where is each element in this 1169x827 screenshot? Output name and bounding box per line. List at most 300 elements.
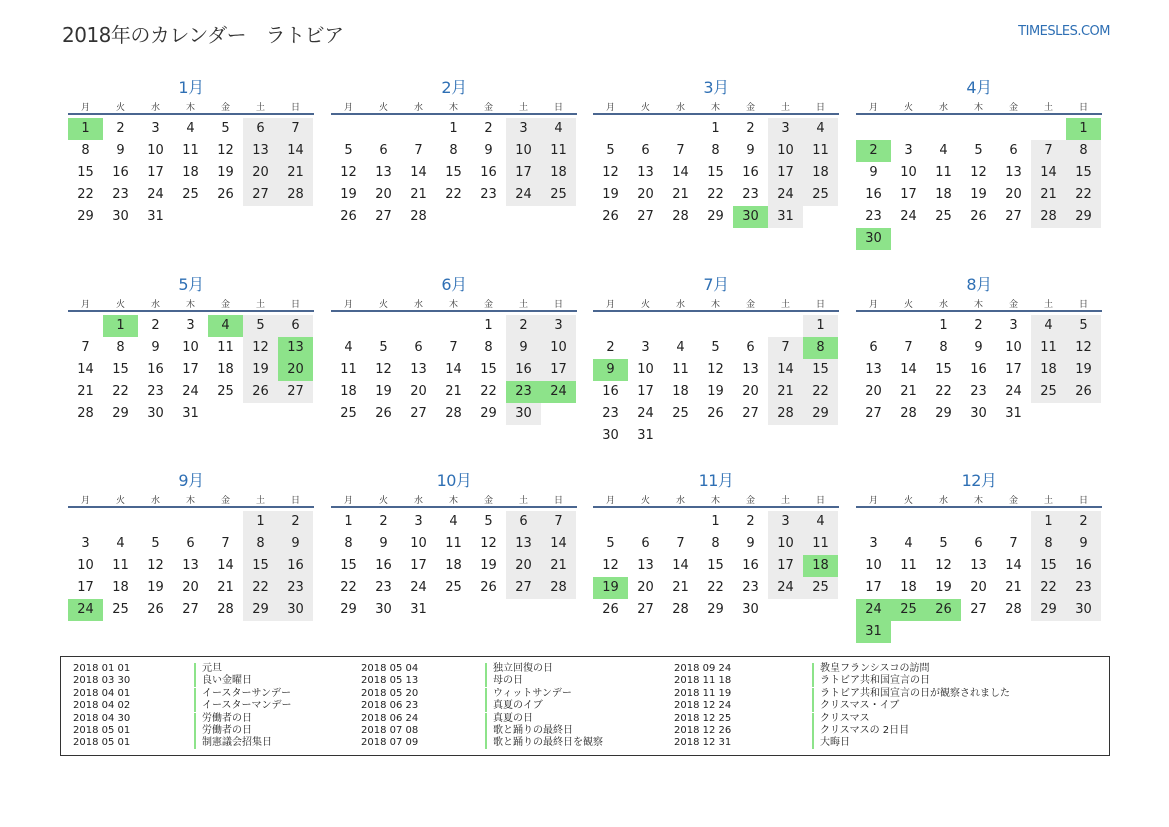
day-cell[interactable]: 25: [1031, 381, 1066, 403]
day-cell[interactable]: 25: [803, 184, 838, 206]
day-cell[interactable]: 6: [974, 536, 983, 551]
day-cell[interactable]: 18: [340, 384, 357, 399]
day-cell[interactable]: 30: [112, 209, 129, 224]
day-cell[interactable]: 21: [768, 381, 803, 403]
holiday-day-cell[interactable]: 1: [1066, 118, 1101, 140]
day-cell[interactable]: 13: [506, 533, 541, 555]
day-cell[interactable]: 12: [243, 337, 278, 359]
day-cell[interactable]: 26: [970, 209, 987, 224]
day-cell[interactable]: 6: [186, 536, 195, 551]
day-cell[interactable]: 19: [707, 384, 724, 399]
day-cell[interactable]: 2: [974, 318, 983, 333]
day-cell[interactable]: 13: [375, 165, 392, 180]
day-cell[interactable]: 8: [1066, 140, 1101, 162]
day-cell[interactable]: 28: [410, 209, 427, 224]
day-cell[interactable]: 2: [278, 511, 313, 533]
day-cell[interactable]: 24: [182, 384, 199, 399]
day-cell[interactable]: 6: [506, 511, 541, 533]
day-cell[interactable]: 11: [803, 533, 838, 555]
day-cell[interactable]: 24: [147, 187, 164, 202]
day-cell[interactable]: 27: [637, 209, 654, 224]
day-cell[interactable]: 15: [1031, 555, 1066, 577]
day-cell[interactable]: 26: [602, 602, 619, 617]
day-cell[interactable]: 7: [278, 118, 313, 140]
day-cell[interactable]: 28: [217, 602, 234, 617]
day-cell[interactable]: 13: [970, 558, 987, 573]
day-cell[interactable]: 18: [900, 580, 917, 595]
day-cell[interactable]: 11: [900, 558, 917, 573]
day-cell[interactable]: 22: [340, 580, 357, 595]
day-cell[interactable]: 12: [602, 558, 619, 573]
day-cell[interactable]: 10: [182, 340, 199, 355]
day-cell[interactable]: 7: [904, 340, 913, 355]
day-cell[interactable]: 31: [1005, 406, 1022, 421]
day-cell[interactable]: 27: [410, 406, 427, 421]
day-cell[interactable]: 28: [672, 602, 689, 617]
day-cell[interactable]: 25: [445, 580, 462, 595]
day-cell[interactable]: 4: [1031, 315, 1066, 337]
day-cell[interactable]: 14: [1031, 162, 1066, 184]
day-cell[interactable]: 29: [480, 406, 497, 421]
day-cell[interactable]: 21: [217, 580, 234, 595]
day-cell[interactable]: 30: [375, 602, 392, 617]
day-cell[interactable]: 8: [116, 340, 125, 355]
day-cell[interactable]: 22: [1031, 577, 1066, 599]
day-cell[interactable]: 14: [541, 533, 576, 555]
day-cell[interactable]: 10: [865, 558, 882, 573]
day-cell[interactable]: 13: [243, 140, 278, 162]
day-cell[interactable]: 8: [1031, 533, 1066, 555]
day-cell[interactable]: 11: [541, 140, 576, 162]
day-cell[interactable]: 11: [217, 340, 234, 355]
day-cell[interactable]: 8: [939, 340, 948, 355]
day-cell[interactable]: 3: [869, 536, 878, 551]
day-cell[interactable]: 27: [182, 602, 199, 617]
day-cell[interactable]: 2: [746, 121, 755, 136]
day-cell[interactable]: 18: [445, 558, 462, 573]
day-cell[interactable]: 2: [151, 318, 160, 333]
day-cell[interactable]: 7: [1031, 140, 1066, 162]
day-cell[interactable]: 12: [147, 558, 164, 573]
day-cell[interactable]: 9: [746, 143, 755, 158]
day-cell[interactable]: 18: [182, 165, 199, 180]
day-cell[interactable]: 14: [672, 558, 689, 573]
day-cell[interactable]: 5: [344, 143, 353, 158]
day-cell[interactable]: 9: [379, 536, 388, 551]
day-cell[interactable]: 12: [1066, 337, 1101, 359]
day-cell[interactable]: 16: [147, 362, 164, 377]
day-cell[interactable]: 19: [147, 580, 164, 595]
day-cell[interactable]: 24: [637, 406, 654, 421]
day-cell[interactable]: 4: [676, 340, 685, 355]
day-cell[interactable]: 11: [935, 165, 952, 180]
day-cell[interactable]: 25: [182, 187, 199, 202]
day-cell[interactable]: 4: [449, 514, 458, 529]
day-cell[interactable]: 25: [340, 406, 357, 421]
day-cell[interactable]: 28: [900, 406, 917, 421]
day-cell[interactable]: 1: [344, 514, 353, 529]
day-cell[interactable]: 9: [1066, 533, 1101, 555]
day-cell[interactable]: 18: [112, 580, 129, 595]
day-cell[interactable]: 6: [641, 143, 650, 158]
day-cell[interactable]: 31: [637, 428, 654, 443]
day-cell[interactable]: 8: [484, 340, 493, 355]
day-cell[interactable]: 10: [768, 140, 803, 162]
day-cell[interactable]: 30: [506, 403, 541, 425]
day-cell[interactable]: 26: [243, 381, 278, 403]
day-cell[interactable]: 29: [707, 602, 724, 617]
day-cell[interactable]: 9: [506, 337, 541, 359]
day-cell[interactable]: 15: [112, 362, 129, 377]
day-cell[interactable]: 29: [1066, 206, 1101, 228]
holiday-day-cell[interactable]: 9: [593, 359, 628, 381]
day-cell[interactable]: 23: [742, 580, 759, 595]
day-cell[interactable]: 29: [243, 599, 278, 621]
day-cell[interactable]: 1: [1031, 511, 1066, 533]
day-cell[interactable]: 15: [1066, 162, 1101, 184]
day-cell[interactable]: 9: [278, 533, 313, 555]
day-cell[interactable]: 8: [81, 143, 90, 158]
day-cell[interactable]: 6: [379, 143, 388, 158]
day-cell[interactable]: 28: [541, 577, 576, 599]
day-cell[interactable]: 22: [77, 187, 94, 202]
day-cell[interactable]: 3: [186, 318, 195, 333]
day-cell[interactable]: 28: [672, 209, 689, 224]
day-cell[interactable]: 4: [939, 143, 948, 158]
day-cell[interactable]: 5: [711, 340, 720, 355]
day-cell[interactable]: 3: [1009, 318, 1018, 333]
day-cell[interactable]: 20: [742, 384, 759, 399]
day-cell[interactable]: 10: [147, 143, 164, 158]
day-cell[interactable]: 16: [480, 165, 497, 180]
day-cell[interactable]: 18: [803, 162, 838, 184]
day-cell[interactable]: 2: [606, 340, 615, 355]
day-cell[interactable]: 25: [112, 602, 129, 617]
day-cell[interactable]: 17: [900, 187, 917, 202]
day-cell[interactable]: 13: [182, 558, 199, 573]
day-cell[interactable]: 7: [449, 340, 458, 355]
day-cell[interactable]: 9: [484, 143, 493, 158]
day-cell[interactable]: 6: [1009, 143, 1018, 158]
day-cell[interactable]: 27: [243, 184, 278, 206]
day-cell[interactable]: 5: [221, 121, 230, 136]
day-cell[interactable]: 14: [410, 165, 427, 180]
day-cell[interactable]: 29: [935, 406, 952, 421]
day-cell[interactable]: 14: [900, 362, 917, 377]
day-cell[interactable]: 27: [637, 602, 654, 617]
holiday-day-cell[interactable]: 30: [733, 206, 768, 228]
holiday-day-cell[interactable]: 20: [278, 359, 313, 381]
day-cell[interactable]: 22: [935, 384, 952, 399]
day-cell[interactable]: 9: [869, 165, 878, 180]
day-cell[interactable]: 13: [410, 362, 427, 377]
day-cell[interactable]: 4: [803, 118, 838, 140]
day-cell[interactable]: 22: [707, 187, 724, 202]
day-cell[interactable]: 19: [375, 384, 392, 399]
day-cell[interactable]: 15: [340, 558, 357, 573]
day-cell[interactable]: 14: [77, 362, 94, 377]
day-cell[interactable]: 2: [506, 315, 541, 337]
day-cell[interactable]: 15: [803, 359, 838, 381]
day-cell[interactable]: 1: [243, 511, 278, 533]
day-cell[interactable]: 13: [637, 558, 654, 573]
day-cell[interactable]: 5: [939, 536, 948, 551]
day-cell[interactable]: 6: [869, 340, 878, 355]
day-cell[interactable]: 12: [935, 558, 952, 573]
day-cell[interactable]: 1: [939, 318, 948, 333]
day-cell[interactable]: 5: [606, 536, 615, 551]
day-cell[interactable]: 17: [768, 555, 803, 577]
day-cell[interactable]: 18: [1031, 359, 1066, 381]
day-cell[interactable]: 26: [1066, 381, 1101, 403]
day-cell[interactable]: 10: [410, 536, 427, 551]
day-cell[interactable]: 4: [904, 536, 913, 551]
day-cell[interactable]: 22: [707, 580, 724, 595]
day-cell[interactable]: 27: [1005, 209, 1022, 224]
holiday-day-cell[interactable]: 30: [856, 228, 891, 250]
day-cell[interactable]: 13: [1005, 165, 1022, 180]
day-cell[interactable]: 15: [935, 362, 952, 377]
day-cell[interactable]: 8: [243, 533, 278, 555]
day-cell[interactable]: 16: [112, 165, 129, 180]
day-cell[interactable]: 22: [243, 577, 278, 599]
day-cell[interactable]: 2: [1066, 511, 1101, 533]
day-cell[interactable]: 8: [449, 143, 458, 158]
day-cell[interactable]: 21: [278, 162, 313, 184]
day-cell[interactable]: 22: [112, 384, 129, 399]
day-cell[interactable]: 17: [147, 165, 164, 180]
holiday-day-cell[interactable]: 8: [803, 337, 838, 359]
day-cell[interactable]: 17: [182, 362, 199, 377]
day-cell[interactable]: 24: [506, 184, 541, 206]
day-cell[interactable]: 21: [445, 384, 462, 399]
day-cell[interactable]: 9: [974, 340, 983, 355]
day-cell[interactable]: 17: [77, 580, 94, 595]
day-cell[interactable]: 17: [506, 162, 541, 184]
day-cell[interactable]: 3: [414, 514, 423, 529]
day-cell[interactable]: 20: [243, 162, 278, 184]
day-cell[interactable]: 30: [1066, 599, 1101, 621]
day-cell[interactable]: 3: [768, 511, 803, 533]
holiday-day-cell[interactable]: 18: [803, 555, 838, 577]
day-cell[interactable]: 20: [1005, 187, 1022, 202]
day-cell[interactable]: 16: [865, 187, 882, 202]
day-cell[interactable]: 27: [278, 381, 313, 403]
day-cell[interactable]: 1: [484, 318, 493, 333]
day-cell[interactable]: 30: [278, 599, 313, 621]
day-cell[interactable]: 7: [676, 143, 685, 158]
day-cell[interactable]: 31: [147, 209, 164, 224]
day-cell[interactable]: 27: [742, 406, 759, 421]
day-cell[interactable]: 23: [865, 209, 882, 224]
day-cell[interactable]: 18: [672, 384, 689, 399]
day-cell[interactable]: 24: [1005, 384, 1022, 399]
day-cell[interactable]: 17: [410, 558, 427, 573]
day-cell[interactable]: 28: [445, 406, 462, 421]
day-cell[interactable]: 12: [970, 165, 987, 180]
day-cell[interactable]: 16: [506, 359, 541, 381]
day-cell[interactable]: 7: [676, 536, 685, 551]
day-cell[interactable]: 18: [935, 187, 952, 202]
day-cell[interactable]: 10: [637, 362, 654, 377]
day-cell[interactable]: 31: [768, 206, 803, 228]
day-cell[interactable]: 24: [768, 577, 803, 599]
day-cell[interactable]: 12: [602, 165, 619, 180]
day-cell[interactable]: 7: [81, 340, 90, 355]
day-cell[interactable]: 27: [375, 209, 392, 224]
day-cell[interactable]: 3: [768, 118, 803, 140]
day-cell[interactable]: 15: [480, 362, 497, 377]
day-cell[interactable]: 25: [217, 384, 234, 399]
day-cell[interactable]: 17: [865, 580, 882, 595]
day-cell[interactable]: 4: [186, 121, 195, 136]
day-cell[interactable]: 2: [116, 121, 125, 136]
day-cell[interactable]: 2: [746, 514, 755, 529]
holiday-day-cell[interactable]: 2: [856, 140, 891, 162]
day-cell[interactable]: 1: [449, 121, 458, 136]
day-cell[interactable]: 16: [278, 555, 313, 577]
day-cell[interactable]: 1: [711, 121, 720, 136]
day-cell[interactable]: 12: [480, 536, 497, 551]
day-cell[interactable]: 19: [480, 558, 497, 573]
day-cell[interactable]: 30: [602, 428, 619, 443]
day-cell[interactable]: 15: [707, 558, 724, 573]
day-cell[interactable]: 23: [278, 577, 313, 599]
day-cell[interactable]: 22: [445, 187, 462, 202]
day-cell[interactable]: 17: [768, 162, 803, 184]
holiday-day-cell[interactable]: 31: [856, 621, 891, 643]
day-cell[interactable]: 12: [375, 362, 392, 377]
day-cell[interactable]: 14: [672, 165, 689, 180]
day-cell[interactable]: 31: [182, 406, 199, 421]
day-cell[interactable]: 30: [742, 602, 759, 617]
day-cell[interactable]: 29: [77, 209, 94, 224]
day-cell[interactable]: 11: [672, 362, 689, 377]
day-cell[interactable]: 7: [541, 511, 576, 533]
day-cell[interactable]: 1: [711, 514, 720, 529]
day-cell[interactable]: 3: [904, 143, 913, 158]
day-cell[interactable]: 14: [1005, 558, 1022, 573]
day-cell[interactable]: 25: [672, 406, 689, 421]
day-cell[interactable]: 4: [803, 511, 838, 533]
day-cell[interactable]: 5: [606, 143, 615, 158]
day-cell[interactable]: 6: [414, 340, 423, 355]
day-cell[interactable]: 11: [340, 362, 357, 377]
day-cell[interactable]: 12: [217, 143, 234, 158]
day-cell[interactable]: 11: [112, 558, 129, 573]
day-cell[interactable]: 14: [768, 359, 803, 381]
day-cell[interactable]: 23: [375, 580, 392, 595]
day-cell[interactable]: 26: [217, 187, 234, 202]
day-cell[interactable]: 24: [410, 580, 427, 595]
day-cell[interactable]: 13: [865, 362, 882, 377]
day-cell[interactable]: 15: [445, 165, 462, 180]
day-cell[interactable]: 28: [768, 403, 803, 425]
day-cell[interactable]: 26: [707, 406, 724, 421]
day-cell[interactable]: 17: [637, 384, 654, 399]
day-cell[interactable]: 5: [151, 536, 160, 551]
day-cell[interactable]: 14: [217, 558, 234, 573]
day-cell[interactable]: 3: [151, 121, 160, 136]
day-cell[interactable]: 7: [1009, 536, 1018, 551]
day-cell[interactable]: 27: [506, 577, 541, 599]
day-cell[interactable]: 21: [541, 555, 576, 577]
day-cell[interactable]: 11: [445, 536, 462, 551]
day-cell[interactable]: 16: [375, 558, 392, 573]
day-cell[interactable]: 19: [1066, 359, 1101, 381]
day-cell[interactable]: 15: [77, 165, 94, 180]
day-cell[interactable]: 31: [410, 602, 427, 617]
day-cell[interactable]: 28: [77, 406, 94, 421]
day-cell[interactable]: 19: [935, 580, 952, 595]
day-cell[interactable]: 6: [278, 315, 313, 337]
day-cell[interactable]: 24: [900, 209, 917, 224]
day-cell[interactable]: 15: [243, 555, 278, 577]
day-cell[interactable]: 8: [711, 143, 720, 158]
day-cell[interactable]: 30: [147, 406, 164, 421]
day-cell[interactable]: 4: [541, 118, 576, 140]
day-cell[interactable]: 20: [637, 187, 654, 202]
day-cell[interactable]: 8: [344, 536, 353, 551]
day-cell[interactable]: 20: [865, 384, 882, 399]
day-cell[interactable]: 13: [742, 362, 759, 377]
holiday-day-cell[interactable]: 4: [208, 315, 243, 337]
day-cell[interactable]: 20: [506, 555, 541, 577]
day-cell[interactable]: 20: [410, 384, 427, 399]
day-cell[interactable]: 23: [1066, 577, 1101, 599]
day-cell[interactable]: 23: [602, 406, 619, 421]
day-cell[interactable]: 25: [541, 184, 576, 206]
day-cell[interactable]: 18: [541, 162, 576, 184]
day-cell[interactable]: 14: [278, 140, 313, 162]
holiday-day-cell[interactable]: 19: [593, 577, 628, 599]
day-cell[interactable]: 26: [147, 602, 164, 617]
day-cell[interactable]: 16: [970, 362, 987, 377]
day-cell[interactable]: 11: [803, 140, 838, 162]
day-cell[interactable]: 21: [900, 384, 917, 399]
holiday-day-cell[interactable]: 23: [506, 381, 541, 403]
day-cell[interactable]: 10: [77, 558, 94, 573]
day-cell[interactable]: 26: [375, 406, 392, 421]
day-cell[interactable]: 3: [81, 536, 90, 551]
day-cell[interactable]: 27: [970, 602, 987, 617]
day-cell[interactable]: 5: [974, 143, 983, 158]
holiday-day-cell[interactable]: 13: [278, 337, 313, 359]
day-cell[interactable]: 6: [243, 118, 278, 140]
day-cell[interactable]: 20: [182, 580, 199, 595]
day-cell[interactable]: 16: [742, 165, 759, 180]
day-cell[interactable]: 23: [112, 187, 129, 202]
day-cell[interactable]: 7: [414, 143, 423, 158]
day-cell[interactable]: 1: [803, 315, 838, 337]
day-cell[interactable]: 23: [970, 384, 987, 399]
holiday-day-cell[interactable]: 1: [103, 315, 138, 337]
day-cell[interactable]: 6: [641, 536, 650, 551]
holiday-day-cell[interactable]: 24: [541, 381, 576, 403]
day-cell[interactable]: 6: [746, 340, 755, 355]
day-cell[interactable]: 26: [340, 209, 357, 224]
day-cell[interactable]: 27: [865, 406, 882, 421]
day-cell[interactable]: 11: [1031, 337, 1066, 359]
day-cell[interactable]: 10: [506, 140, 541, 162]
day-cell[interactable]: 8: [711, 536, 720, 551]
day-cell[interactable]: 24: [768, 184, 803, 206]
day-cell[interactable]: 2: [484, 121, 493, 136]
day-cell[interactable]: 16: [602, 384, 619, 399]
day-cell[interactable]: 21: [672, 580, 689, 595]
day-cell[interactable]: 22: [1066, 184, 1101, 206]
day-cell[interactable]: 3: [541, 315, 576, 337]
